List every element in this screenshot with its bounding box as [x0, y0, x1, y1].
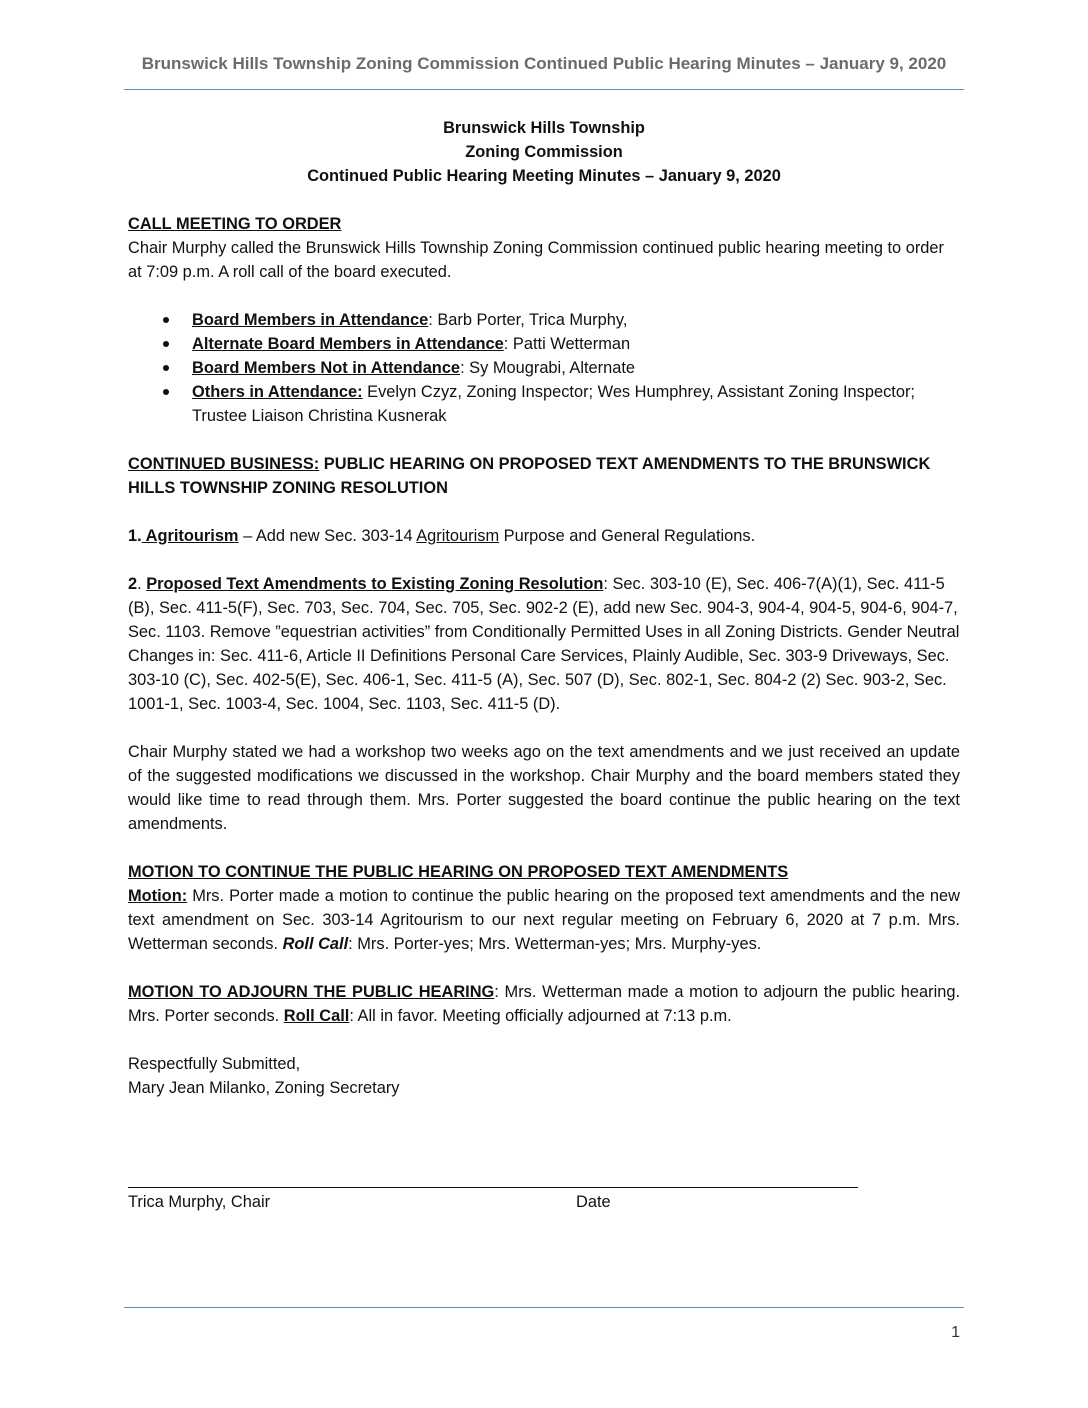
- item-2-number: 2: [128, 575, 138, 593]
- agenda-item-1: [128, 524, 960, 548]
- item-1-text-a: – Add new Sec. 303-14: [238, 527, 417, 545]
- item-1-number: 1.: [128, 527, 142, 545]
- attendance-label: Board Members in Attendance: [192, 311, 429, 329]
- title-line-1: Brunswick Hills Township: [443, 119, 645, 137]
- signature-line: [128, 1187, 858, 1188]
- closing-line-2: Mary Jean Milanko, Zoning Secretary: [128, 1079, 400, 1097]
- agenda-item-2: [128, 572, 960, 716]
- motion-continue-heading: MOTION TO CONTINUE THE PUBLIC HEARING ON PROPOSED TEXT AMENDMENTS: [128, 863, 789, 881]
- signature-date-label: Date: [576, 1193, 611, 1211]
- attendance-item: [192, 380, 960, 428]
- item-1-label: Agritourism: [141, 527, 239, 545]
- item-2-dot: .: [137, 575, 147, 593]
- roll-call-result: : All in favor. Meeting officially adjourned at 7:13 p.m.: [349, 1007, 732, 1025]
- signature-name: Trica Murphy, Chair: [128, 1193, 271, 1211]
- roll-call-label: Roll Call: [282, 935, 349, 953]
- motion-adjourn-body: : Mrs. Wetterman made a motion to adjourn the public hearing. Mrs. Porter seconds.: [128, 983, 960, 1025]
- closing-line-1: Respectfully Submitted,: [128, 1055, 301, 1073]
- attendance-sep: :: [503, 335, 509, 353]
- attendance-value: Sy Mougrabi, Alternate: [464, 359, 635, 377]
- continued-business-heading: [128, 452, 960, 500]
- continued-business-rest: PUBLIC HEARING ON PROPOSED TEXT AMENDMENTS TO THE BRUNSWICK HILLS TOWNSHIP ZONING RESOLUTION: [128, 455, 931, 497]
- item-1-text-b: Purpose and General Regulations.: [499, 527, 756, 545]
- workshop-paragraph: Chair Murphy stated we had a workshop two weeks ago on the text amendments and we just received an update of the suggested modifications we discussed in the workshop. Chair Murphy and the board members stated they would like time to read through them. Mrs. Porter suggested the board continue the public hearing on the text amendments.: [128, 743, 960, 833]
- title-line-3: Continued Public Hearing Meeting Minutes – January 9, 2020: [307, 167, 781, 185]
- continued-business-label: CONTINUED BUSINESS:: [128, 455, 320, 473]
- attendance-sep: :: [428, 311, 433, 329]
- call-to-order-text: Chair Murphy called the Brunswick Hills Township Zoning Commission continued public hearing meeting to order at 7:09 p.m. A roll call of the board executed.: [128, 239, 944, 281]
- motion-label: Motion:: [128, 887, 188, 905]
- page-number: 1: [951, 1324, 960, 1341]
- motion-continue-text: [128, 884, 960, 956]
- call-to-order-heading: CALL MEETING TO ORDER: [128, 215, 342, 233]
- attendance-label: Others in Attendance:: [192, 383, 363, 401]
- attendance-value: Evelyn Czyz, Zoning Inspector; Wes Humphrey, Assistant Zoning Inspector; Trustee Liaison Christina Kusnerak: [192, 383, 915, 425]
- item-2-label: Proposed Text Amendments to Existing Zoning Resolution: [146, 575, 604, 593]
- attendance-sep: :: [460, 359, 465, 377]
- roll-call-result: : Mrs. Porter-yes; Mrs. Wetterman-yes; Mrs. Murphy-yes.: [348, 935, 762, 953]
- item-2-text: : Sec. 303-10 (E), Sec. 406-7(A)(1), Sec. 411-5 (B), Sec. 411-5(F), Sec. 703, Sec. 704, Sec. 705, Sec. 902-2 (E), add new Sec. 904-3, 904-4, 904-5, 904-6, 904-7, Sec. 1103. Remove ”equestrian activities” from Conditionally Permitted Uses in all Zoning Districts. Gender Neutral Changes in: Sec. 411-6, Article II Definitions Personal Care Services, Plainly Audible, Sec. 303-9 Driveways, Sec. 303-10 (C), Sec. 402-5(E), Sec. 406-1, Sec. 411-5 (A), Sec. 507 (D), Sec. 802-1, Sec. 804-2 (2) Sec. 903-2, Sec. 1001-1, Sec. 1003-4, Sec. 1004, Sec. 1103, Sec. 411-5 (D).: [128, 575, 960, 713]
- motion-adjourn-text: [128, 980, 960, 1028]
- title-line-2: Zoning Commission: [465, 143, 623, 161]
- attendance-list: [128, 308, 960, 428]
- attendance-item: [192, 356, 960, 380]
- header-rule: [124, 89, 964, 90]
- motion-continue-body: Mrs. Porter made a motion to continue the public hearing on the proposed text amendments and the new text amendment on Sec. 303-14 Agritourism to our next regular meeting on February 6, 2020 at 7 p.m. Mrs. Wetterman seconds.: [128, 887, 960, 953]
- attendance-label: Board Members Not in Attendance: [192, 359, 461, 377]
- attendance-value: Barb Porter, Trica Murphy,: [432, 311, 628, 329]
- attendance-label: Alternate Board Members in Attendance: [192, 335, 504, 353]
- document-body: [128, 116, 960, 1100]
- item-1-underlined-term: Agritourism: [416, 527, 500, 545]
- running-header: Brunswick Hills Township Zoning Commission Continued Public Hearing Minutes – January 9, 2020: [141, 54, 947, 73]
- motion-adjourn-label: MOTION TO ADJOURN THE PUBLIC HEARING: [128, 983, 495, 1001]
- footer-rule: [124, 1307, 964, 1308]
- roll-call-label: Roll Call: [283, 1007, 350, 1025]
- attendance-value: Patti Wetterman: [508, 335, 631, 353]
- attendance-item: [192, 308, 960, 332]
- attendance-item: [192, 332, 960, 356]
